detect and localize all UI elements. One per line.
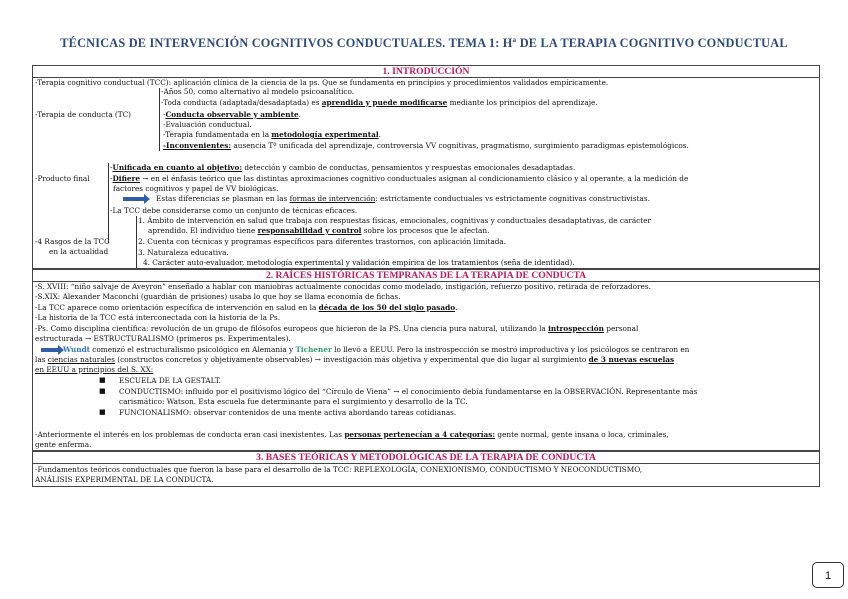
text-line: -Años 50, como alternativo al modelo psicoanalítico. <box>161 87 355 96</box>
text-line: -La TCC debe considerarse como un conjunto de técnicas eficaces. <box>110 206 358 215</box>
text-line: ANÁLISIS EXPERIMENTAL DE LA CONDUCTA. <box>35 475 214 484</box>
text-line: -Conducta observable y ambiente. <box>163 110 301 119</box>
text-line: -La TCC aparece como orientación específica de intervención en salud en la década de los 50 del siglo pasado. <box>35 303 458 312</box>
text-line: -S.XIX: Alexander Maconchi (guardián de prisiones) usaba lo que hoy se llama economía de fichas. <box>35 292 401 301</box>
text-label: -4 Rasgos de la TCC <box>35 237 110 246</box>
text-line: -Inconvenientes: ausencia Tª unificada del aprendizaje, controversia VV cognitivas, pragmatismo, surgimiento paradigmas epistemológicos. <box>163 141 689 150</box>
bullet-icon: ■ <box>99 376 106 384</box>
document-title: TÉCNICAS DE INTERVENCIÓN COGNITIVOS CONDUCTUALES. TEMA 1: Hª DE LA TERAPIA COGNITIVO CONDUCTUAL <box>60 36 788 50</box>
text-label: -Producto final <box>35 174 90 183</box>
arrow-right-icon <box>41 348 59 352</box>
section-heading: 3. BASES TEÓRICAS Y METODOLÓGICAS DE LA TERAPIA DE CONDUCTA <box>33 452 819 464</box>
text-line: -Terapia cognitivo conductual (TCC): aplicación clínica de la ciencia de la ps. Que se fundamenta en principios y procedimientos validados empíricamente. <box>35 78 609 87</box>
list-item: ESCUELA DE LA GESTALT. <box>119 376 222 385</box>
bullet-icon: ■ <box>99 387 106 395</box>
text-line: Wundt comenzó el estructuralismo psicológico en Alemania y Tichener lo llevó a EEUU. Pero la instrospección se mostró improductiva y los psicólogos se centraron en <box>63 345 690 354</box>
brace <box>108 163 109 243</box>
text-line: estructurada → ESTRUCTURALISMO (primeros ps. Experimentales). <box>35 334 291 343</box>
text-line: -Terapia fundamentada en la metodología experimental. <box>163 130 381 139</box>
text-line: factores cognitivos y papel de VV biológicas. <box>113 184 279 193</box>
text-line: -Unificada en cuanto al objetivo: detección y cambio de conductas, pensamientos y respuestas emocionales desadaptadas. <box>110 163 576 172</box>
bullet-icon: ■ <box>99 408 106 416</box>
text-line: gente enferma. <box>35 440 92 449</box>
section-bases-teoricas <box>32 451 820 487</box>
text-line: 3. Naturaleza educativa. <box>138 248 229 257</box>
page-number: 1 <box>812 562 844 588</box>
text-label: en la actualidad <box>49 247 109 256</box>
text-line: aprendido. El individuo tiene responsabilidad y control sobre los procesos que le afectan. <box>148 226 490 235</box>
list-item: CONDUCTISMO: influido por el positivismo lógico del “Círculo de Viena” → el conocimiento debía fundamentarse en la OBSERVACIÓN. Representante más <box>119 387 698 396</box>
text-line: 1. Ámbito de intervención en salud que trabaja con respuestas físicas, emocionales, cognitivas y conductuales desadaptativas, de carácter <box>138 216 652 225</box>
section-introduccion <box>32 65 820 269</box>
brace <box>159 88 160 151</box>
text-line: las ciencias naturales (constructos concretos y objetivamente observables) → investigación más objetiva y experimental que dio lugar al surgimiento de 3 nuevas escuelas <box>35 355 675 364</box>
list-item: FUNCIONALISMO: observar contenidos de una mente activa abordando tareas cotidianas. <box>119 408 457 417</box>
text-line: -Fundamentos teóricos conductuales que fueron la base para el desarrollo de la TCC: REFLEXOLOGÍA, CONEXIONISMO, CONDUCTISMO Y NEOCONDUCTISMO, <box>35 465 643 474</box>
section-heading: 1. INTRODUCCIÓN <box>33 66 819 78</box>
text-line: -La historia de la TCC está interconectada con la historia de la Ps. <box>35 313 281 322</box>
text-line: -Ps. Como disciplina científica: revolución de un grupo de filósofos europeos que hicieron de la PS. Una ciencia pura natural, utilizando la introspección personal <box>35 324 639 333</box>
text-line: -Difiere → en el énfasis teórico que las distintas aproximaciones cognitivo conductuales asignan al condicionamiento clásico y al operante, a la medición de <box>110 174 689 183</box>
list-item: carismático: Watson. Esta escuela fue determinante para el surgimiento y desarrollo de la TC. <box>119 397 468 406</box>
section-heading: 2. RAÍCES HISTÓRICAS TEMPRANAS DE LA TERAPIA DE CONDUCTA <box>33 270 819 282</box>
brace <box>136 216 137 268</box>
text-line: -Toda conducta (adaptada/desadaptada) es aprendida y puede modificarse mediante los principios del aprendizaje. <box>161 98 598 107</box>
text-line: -Anteriormente el interés en los problemas de conducta eran casi inexistentes. Las personas pertenecían a 4 categorías: gente normal, gente insana o loca, criminales, <box>35 430 669 439</box>
text-line: en EEUU a principios del S. XX: <box>35 365 154 374</box>
text-line: -S. XVIII: “niño salvaje de Aveyron” enseñado a hablar con maniobras actualmente conocidas como modelado, instigación, refuerzo positivo, retirada de reforzadores. <box>35 282 651 291</box>
arrow-right-icon <box>123 197 145 201</box>
text-line: -Evaluación conductual. <box>163 120 252 129</box>
text-line: 4. Carácter auto-evaluador, metodología experimental y validación empírica de los tratamientos (seña de identidad). <box>143 258 575 267</box>
text-line: Estas diferencias se plasman en las formas de intervención: estrictamente conductuales vs estrictamente cognitivas constructivistas. <box>156 194 650 203</box>
text-label: -Terapia de conducta (TC) <box>35 110 132 119</box>
section-raices-historicas <box>32 269 820 451</box>
text-line: 2. Cuenta con técnicas y programas específicos para diferentes trastornos, con aplicación limitada. <box>138 237 507 246</box>
